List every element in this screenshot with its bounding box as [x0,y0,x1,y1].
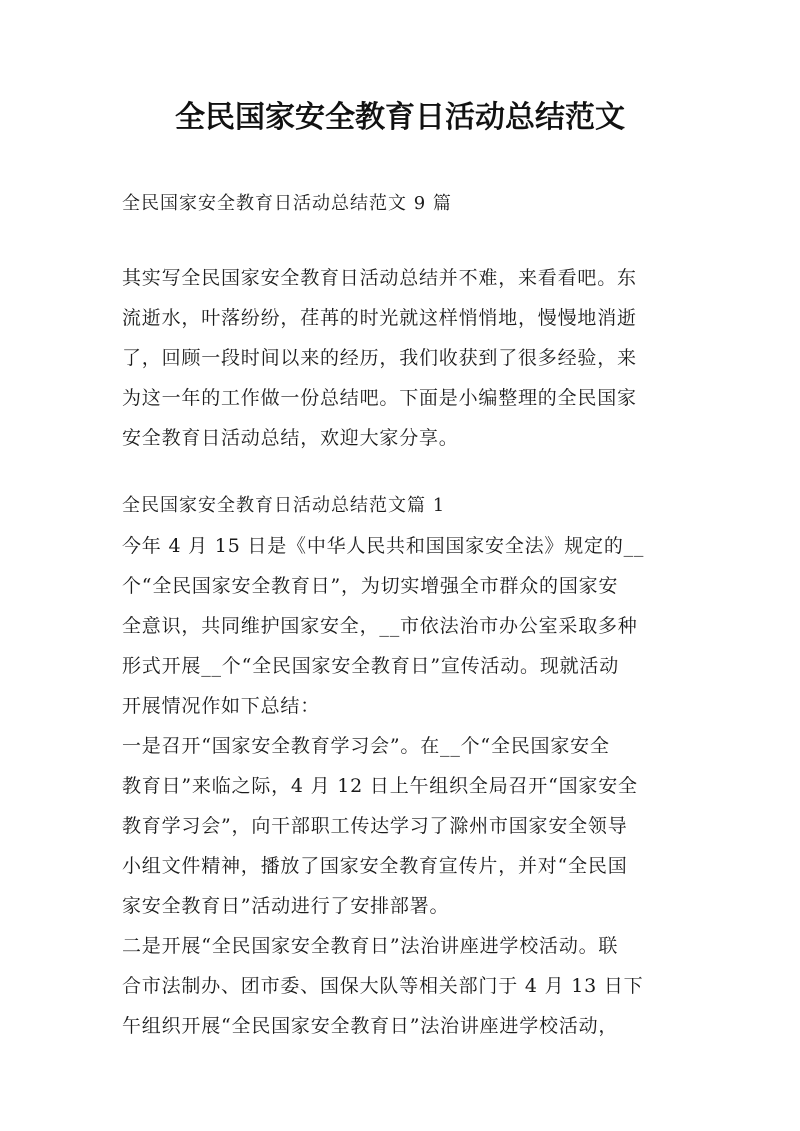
body-line: 午组织开展“全民国家安全教育日”法治讲座进学校活动， [122,1015,619,1037]
intro-line: 其实写全民国家安全教育日活动总结并不难，来看看吧。东 [122,267,637,289]
body-line: 今年 4 月 15 日是《中华人民共和国国家安全法》规定的__ [122,535,645,557]
body-line: 一是召开“国家安全教育学习会”。在__个“全民国家安全 [122,735,610,757]
intro-line: 为这一年的工作做一份总结吧。下面是小编整理的全民国家 [122,387,637,409]
body-line: 教育学习会”，向干部职工传达学习了滁州市国家安全领导 [122,815,628,837]
body-line: 全意识，共同维护国家安全，__市依法治市办公室采取多种 [122,615,638,637]
body-line: 开展情况作如下总结： [122,695,321,717]
section-body [122,526,687,1046]
section-heading: 全民国家安全教育日活动总结范文篇 1 [122,495,446,516]
body-line: 小组文件精神，播放了国家安全教育宣传片，并对“全民国 [122,855,628,877]
body-line: 二是开展“全民国家安全教育日”法治讲座进学校活动。联 [122,935,619,957]
document-title: 全民国家安全教育日活动总结范文 [175,100,625,135]
document-subtitle: 全民国家安全教育日活动总结范文 9 篇 [122,193,452,214]
intro-line: 安全教育日活动总结，欢迎大家分享。 [122,427,459,449]
body-line: 形式开展__个“全民国家安全教育日”宣传活动。现就活动 [122,655,620,677]
body-line: 家安全教育日”活动进行了安排部署。 [122,895,450,917]
intro-line: 了，回顾一段时间以来的经历，我们收获到了很多经验，来 [122,347,637,369]
body-line: 教育日”来临之际，4 月 12 日上午组织全局召开“国家安全 [122,775,638,797]
body-line: 个“全民国家安全教育日”，为切实增强全市群众的国家安 [122,575,619,597]
intro-paragraph [122,258,687,458]
intro-line: 流逝水，叶落纷纷，荏苒的时光就这样悄悄地，慢慢地消逝 [122,307,637,329]
body-line: 合市法制办、团市委、国保大队等相关部门于 4 月 13 日下 [122,975,644,997]
